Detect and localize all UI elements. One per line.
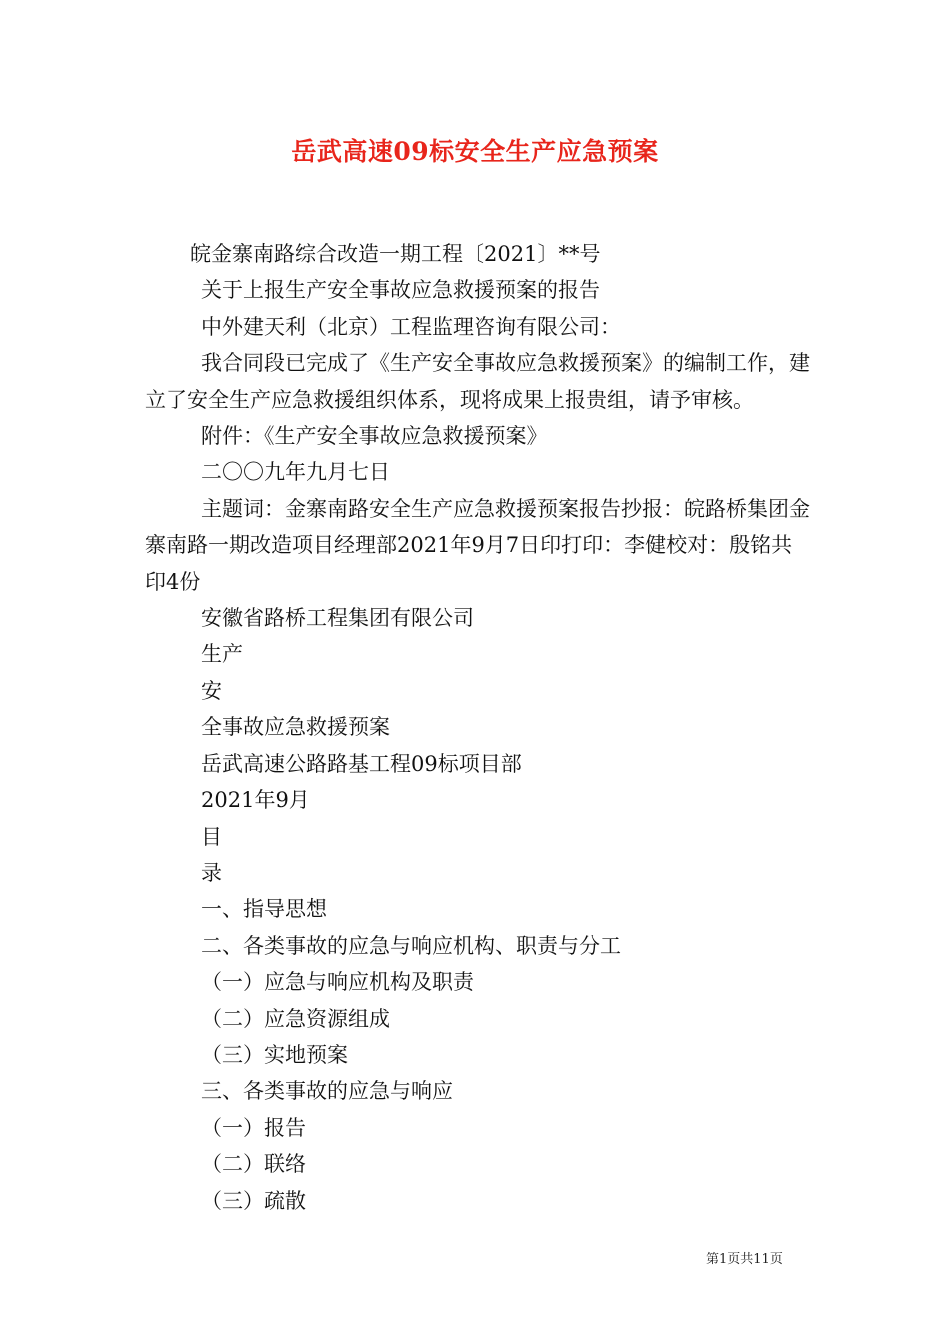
cover-line: 生产: [201, 642, 243, 667]
keywords-paragraph: 主题词：金寨南路安全生产应急救援预案报告抄报：皖路桥集团金寨南路一期改造项目经理部2021年9月7日印打印：李健校对：殷铭共印4份: [145, 496, 810, 594]
toc-item: （一）报告: [201, 1115, 306, 1140]
body-paragraph: 我合同段已完成了《生产安全事故应急救援预案》的编制工作，建立了安全生产应急救援组织体系，现将成果上报贵组，请予审核。: [145, 351, 810, 412]
project-department: 岳武高速公路路基工程09标项目部: [201, 751, 522, 776]
toc-item: 二、各类事故的应急与响应机构、职责与分工: [201, 933, 621, 958]
toc-item: （三）实地预案: [201, 1042, 348, 1067]
toc-item: （二）联络: [201, 1152, 306, 1177]
cover-date: 2021年9月: [201, 788, 310, 813]
attachment-line: 附件：《生产安全事故应急救援预案》: [201, 424, 548, 449]
document-body: [145, 236, 810, 1219]
toc-item: （一）应急与响应机构及职责: [201, 970, 474, 995]
document-title: 岳武高速09标安全生产应急预案: [291, 137, 659, 166]
cover-line: 安: [201, 678, 222, 703]
toc-heading: 录: [201, 860, 222, 885]
page-number: 第1页共11页: [706, 1252, 783, 1267]
company-name: 安徽省路桥工程集团有限公司: [201, 606, 474, 631]
toc-item: （二）应急资源组成: [201, 1006, 390, 1031]
toc-heading: 目: [201, 824, 222, 849]
recipient: 中外建天利（北京）工程监理咨询有限公司：: [201, 314, 621, 339]
cover-line: 全事故应急救援预案: [201, 715, 390, 740]
doc-number: 皖金寨南路综合改造一期工程〔2021〕**号: [190, 242, 601, 266]
report-subject: 关于上报生产安全事故应急救援预案的报告: [201, 278, 600, 303]
date-line: 二〇〇九年九月七日: [201, 460, 390, 485]
toc-item: （三）疏散: [201, 1188, 306, 1213]
toc-item: 三、各类事故的应急与响应: [201, 1079, 453, 1104]
toc-item: 一、指导思想: [201, 897, 327, 922]
